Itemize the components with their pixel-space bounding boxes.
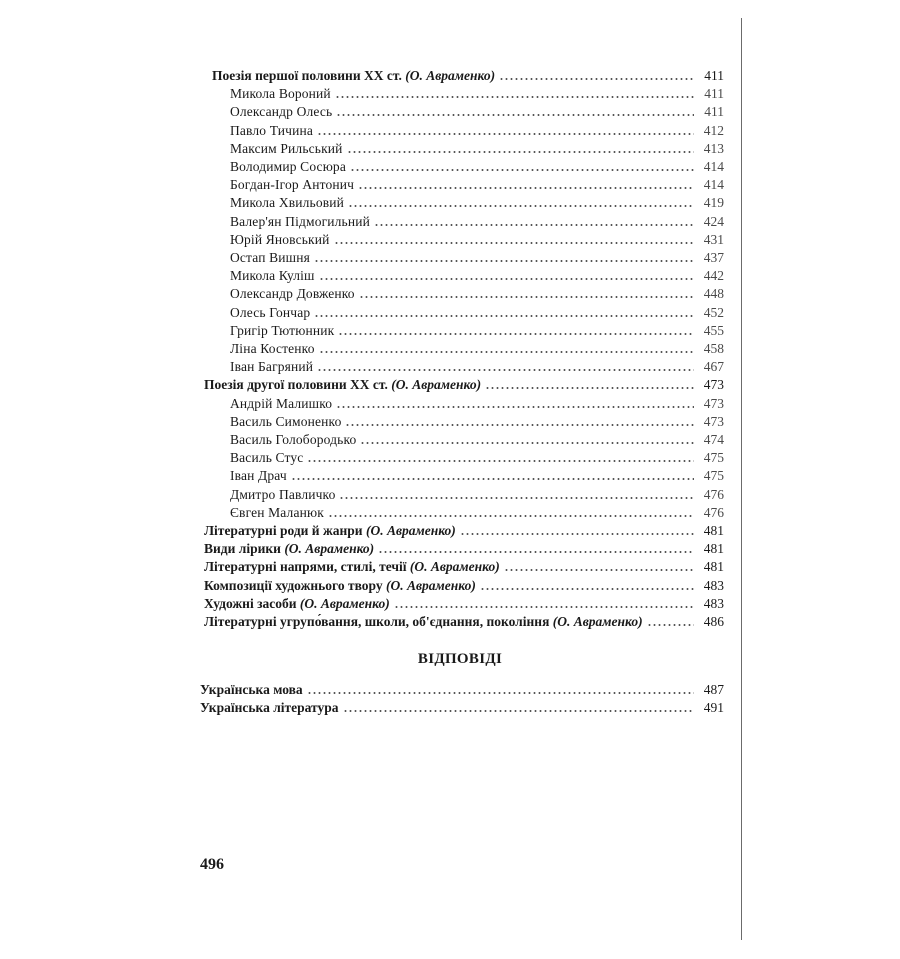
toc-page-number: 476 <box>703 504 724 520</box>
toc-entry-author: (О. Авраменко) <box>299 595 390 611</box>
toc-entry-title: Микола Вороний <box>230 86 331 102</box>
dot-leader <box>317 362 694 372</box>
toc-entry-label <box>230 104 332 120</box>
toc-entry-title: Олександр Олесь <box>230 104 333 120</box>
dot-leader <box>317 126 694 136</box>
toc-entry-title: Українська література <box>200 700 339 715</box>
toc-subentry <box>230 121 724 139</box>
answers-heading: ВІДПОВІДІ <box>417 651 503 667</box>
toc-entry-title: Композиції художнього твору <box>204 577 383 593</box>
toc-page-number: 424 <box>703 213 724 229</box>
toc-entry-title: Василь Симоненко <box>230 413 342 429</box>
toc-page-number: 474 <box>703 432 724 447</box>
toc-entry-label <box>204 578 476 594</box>
dot-leader <box>343 703 694 713</box>
dot-leader <box>359 289 694 299</box>
toc-subentry <box>230 394 724 412</box>
dot-leader <box>360 435 694 445</box>
toc-entry-label <box>230 323 334 339</box>
toc-page-number: 458 <box>703 341 724 356</box>
toc-entry-label <box>212 68 495 84</box>
dot-leader <box>460 526 694 536</box>
toc-subentry <box>230 139 724 157</box>
toc-entry-label <box>200 682 303 698</box>
toc-entry-label <box>230 214 370 230</box>
dot-leader <box>336 399 694 409</box>
toc-page-number: 448 <box>703 286 724 302</box>
toc-entry-title: Олександр Довженко <box>230 286 355 302</box>
toc-subentry <box>230 266 724 284</box>
toc-entry-label <box>230 177 354 193</box>
dot-leader <box>647 617 694 627</box>
toc-entry-label <box>230 414 341 430</box>
toc-subentry <box>230 284 724 302</box>
toc-entry-title: Види лірики <box>204 541 281 557</box>
toc-entry-title: Іван Драч <box>230 468 287 484</box>
toc-page-number: 481 <box>703 559 724 575</box>
dot-leader <box>339 490 694 500</box>
toc-entry-label <box>230 195 344 211</box>
toc-entry <box>204 521 724 539</box>
toc-entry-label <box>230 86 331 102</box>
dot-leader <box>319 344 694 354</box>
toc-entry <box>204 612 724 630</box>
toc-entry-title: Літературні напрями, стилі, течії <box>204 559 407 575</box>
toc-entry-title: Літературні угрупо́вання, школи, об'єднання, покоління <box>204 614 550 629</box>
toc-page-number: 487 <box>703 682 724 697</box>
toc-subentry <box>230 84 724 102</box>
dot-leader <box>499 71 694 81</box>
dot-leader <box>307 685 694 695</box>
dot-leader <box>347 144 694 154</box>
toc-entry-title: Українська мова <box>200 682 303 697</box>
toc-page-number: 475 <box>703 468 724 484</box>
toc-page-number: 431 <box>703 231 724 247</box>
toc-entry-label <box>230 505 324 521</box>
toc-entry-label <box>204 596 390 612</box>
toc-entry-title: Григір Тютюнник <box>230 322 335 338</box>
toc-entry-author: (О. Авраменко) <box>552 614 643 629</box>
toc-subentry <box>230 357 724 375</box>
toc-entry <box>204 557 724 575</box>
toc-page-number: 413 <box>703 140 724 156</box>
toc-page-number: 411 <box>704 86 724 102</box>
toc-page-number: 411 <box>704 68 724 83</box>
toc-page-number: 491 <box>703 700 724 715</box>
toc-entry-label <box>230 232 330 248</box>
dot-leader <box>358 180 694 190</box>
toc-page-number: 412 <box>703 122 724 138</box>
toc-subentry <box>230 212 724 230</box>
dot-leader <box>334 235 694 245</box>
dot-leader <box>314 308 694 318</box>
toc-page-number: 419 <box>703 195 724 211</box>
toc-page-number: 414 <box>703 177 724 193</box>
dot-leader <box>336 107 694 117</box>
dot-leader <box>314 253 694 263</box>
dot-leader <box>319 271 694 281</box>
toc-page-number: 452 <box>703 304 724 320</box>
toc-entry-label <box>230 305 310 321</box>
dot-leader <box>350 162 694 172</box>
toc-entry-title: Літературні роди й жанри <box>204 523 363 538</box>
toc-entry-label <box>230 268 315 284</box>
toc-subentry <box>230 448 724 466</box>
toc-entry <box>204 375 724 393</box>
toc-subentry <box>230 230 724 248</box>
toc-page-number: 481 <box>703 541 724 557</box>
toc-subentry <box>230 248 724 266</box>
toc-page-number: 473 <box>703 413 724 429</box>
toc-page-number: 476 <box>703 486 724 502</box>
toc-subentry <box>230 102 724 120</box>
dot-leader <box>378 544 694 554</box>
toc-entry-title: Василь Голобородько <box>230 432 357 447</box>
toc-entry-title: Євген Маланюк <box>230 504 324 520</box>
toc-entry-label <box>230 159 346 175</box>
toc-entry-label <box>230 450 303 466</box>
toc-subentry <box>230 157 724 175</box>
toc-subentry <box>230 321 724 339</box>
toc-entry-author: (О. Авраменко) <box>409 559 500 575</box>
toc-entry-title: Дмитро Павличко <box>230 486 336 502</box>
toc-entry-title: Поезія першої половини ХХ ст. <box>212 68 402 83</box>
toc-entry-title: Юрій Яновський <box>230 231 330 247</box>
toc-entry-title: Василь Стус <box>230 450 304 466</box>
toc-entry <box>204 539 724 557</box>
toc-entry-author: (О. Авраменко) <box>391 377 482 393</box>
toc-page-number: 481 <box>703 523 724 538</box>
toc-entry-title: Максим Рильський <box>230 140 343 156</box>
toc-subentry <box>230 339 724 357</box>
toc-subentry <box>230 503 724 521</box>
toc-entry <box>200 698 724 716</box>
toc-entry-label <box>204 523 456 539</box>
toc-entry <box>204 594 724 612</box>
dot-leader <box>348 198 694 208</box>
toc-entry-title: Поезія другої половини ХХ ст. <box>204 377 388 393</box>
toc-entry-label <box>230 468 287 484</box>
toc-entry-label <box>230 487 335 503</box>
dot-leader <box>394 599 694 609</box>
dot-leader <box>345 417 694 427</box>
dot-leader <box>291 471 694 481</box>
toc-entry-label <box>230 341 315 357</box>
toc-entry-title: Художні засоби <box>204 595 297 611</box>
toc-page-number: 467 <box>703 359 724 375</box>
toc-entry-title: Іван Багряний <box>230 359 314 375</box>
toc-entry-author: (О. Авраменко) <box>385 577 476 593</box>
toc-subentry <box>230 193 724 211</box>
dot-leader <box>374 217 694 227</box>
page-number: 496 <box>200 856 224 873</box>
toc-entry-title: Богдан-Ігор Антонич <box>230 177 355 193</box>
toc-entry-title: Володимир Сосюра <box>230 159 346 174</box>
toc-page-number: 473 <box>703 395 724 411</box>
toc-entry-title: Олесь Гончар <box>230 304 311 320</box>
toc-entry-title: Микола Куліш <box>230 268 315 284</box>
toc-page-number: 475 <box>703 450 724 466</box>
toc-subentry <box>230 466 724 484</box>
toc-page-number: 455 <box>703 322 724 338</box>
toc-page-number: 437 <box>703 250 724 265</box>
toc-page-number: 486 <box>703 614 724 629</box>
toc-page-number: 473 <box>703 377 724 393</box>
toc-entry-author: (О. Авраменко) <box>405 68 496 83</box>
toc-subentry <box>230 430 724 448</box>
toc-entry-label <box>200 700 339 716</box>
toc-entry-label <box>230 359 313 375</box>
toc-entry-label <box>204 541 374 557</box>
toc-entry-label <box>230 396 332 412</box>
dot-leader <box>307 453 694 463</box>
toc-subentry <box>230 303 724 321</box>
toc-page-number: 483 <box>703 577 724 593</box>
toc-page-number: 411 <box>704 104 724 120</box>
toc-entry-label <box>204 614 643 630</box>
toc-entry-title: Андрій Малишко <box>230 395 333 411</box>
dot-leader <box>485 380 694 390</box>
toc-page-number: 442 <box>703 268 724 284</box>
toc-subentry <box>230 485 724 503</box>
dot-leader <box>504 562 694 572</box>
dot-leader <box>335 89 694 99</box>
dot-leader <box>338 326 694 336</box>
toc-subentry <box>230 175 724 193</box>
toc-entry-title: Валер'ян Підмогильний <box>230 213 370 229</box>
dot-leader <box>328 508 694 518</box>
dot-leader <box>480 581 694 591</box>
toc-entry-title: Остап Вишня <box>230 250 310 265</box>
toc-entry-label <box>230 123 313 139</box>
toc-entry-author: (О. Авраменко) <box>284 541 375 557</box>
toc-entry-label <box>230 432 356 448</box>
toc-entry <box>200 680 724 698</box>
toc-page-number: 414 <box>703 159 724 174</box>
toc-entry-title: Павло Тичина <box>230 122 313 138</box>
toc-entry <box>204 576 724 594</box>
toc-entry-label <box>204 559 500 575</box>
toc-page-number: 483 <box>703 595 724 611</box>
toc-entry-title: Ліна Костенко <box>230 341 315 356</box>
toc-entry-title: Микола Хвильовий <box>230 195 344 211</box>
toc-entry <box>212 66 724 84</box>
toc-entry-author: (О. Авраменко) <box>365 523 456 538</box>
toc-entry-label <box>230 286 355 302</box>
toc-entry-label <box>230 250 310 266</box>
toc-entry-label <box>204 377 481 393</box>
toc-entry-label <box>230 141 343 157</box>
toc-subentry <box>230 412 724 430</box>
